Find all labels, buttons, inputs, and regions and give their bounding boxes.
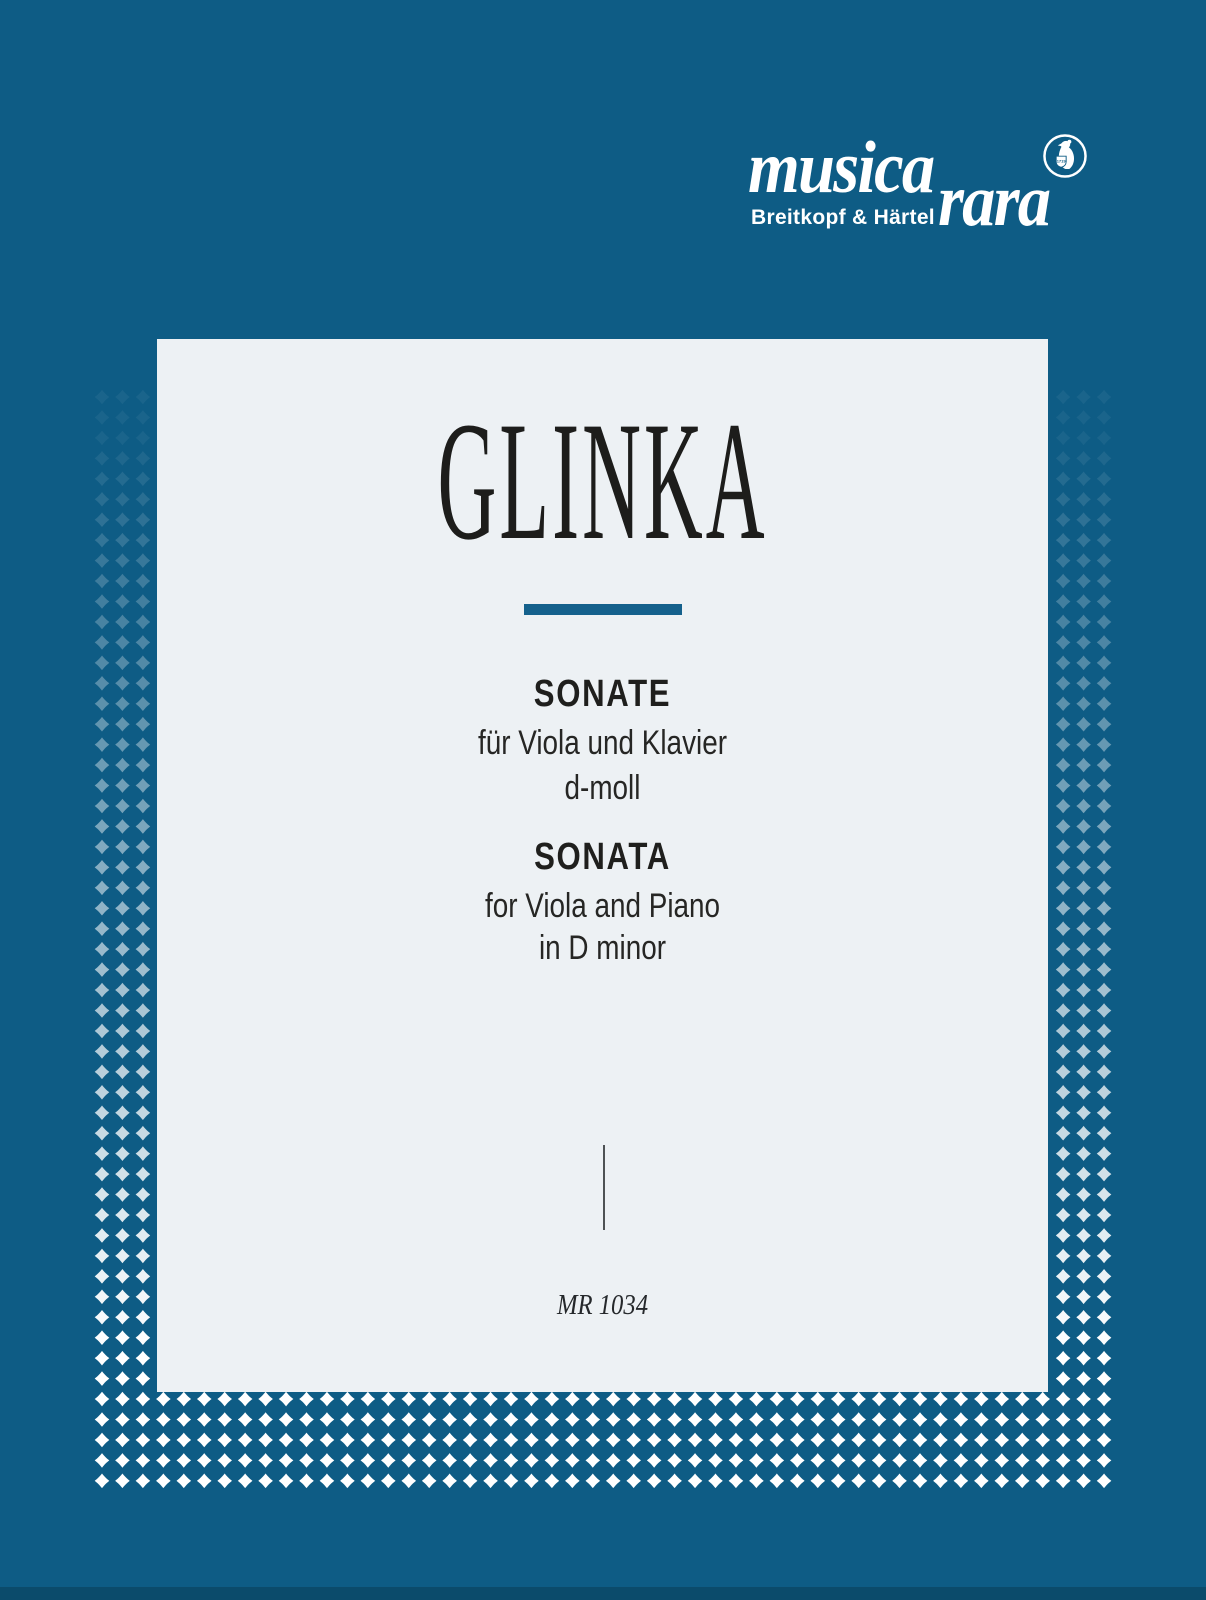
cover-card: [157, 339, 1048, 1392]
bottom-edge-shade: [0, 1587, 1206, 1600]
logo-musica-text: musica: [748, 127, 934, 209]
work-subtitle-german-key: d-moll: [564, 769, 641, 807]
separator-line: [603, 1145, 605, 1230]
logo-publisher-text: Breitkopf & Härtel: [751, 206, 935, 229]
bear-emblem-icon: [1041, 132, 1089, 180]
work-subtitle-german-instrumentation: für Viola und Klavier: [477, 724, 727, 762]
composer-title: GLINKA: [437, 387, 768, 575]
work-subtitle-english-key: in D minor: [538, 929, 667, 967]
bear-year-label: 1719: [1056, 158, 1066, 164]
accent-divider: [524, 604, 682, 615]
work-heading-german: SONATE: [533, 673, 672, 715]
work-subtitle-english-instrumentation: for Viola and Piano: [484, 887, 721, 925]
logo-rara-text: rara: [938, 160, 1050, 242]
work-heading-english: SONATA: [534, 836, 671, 878]
catalog-number: MR 1034: [556, 1289, 649, 1321]
